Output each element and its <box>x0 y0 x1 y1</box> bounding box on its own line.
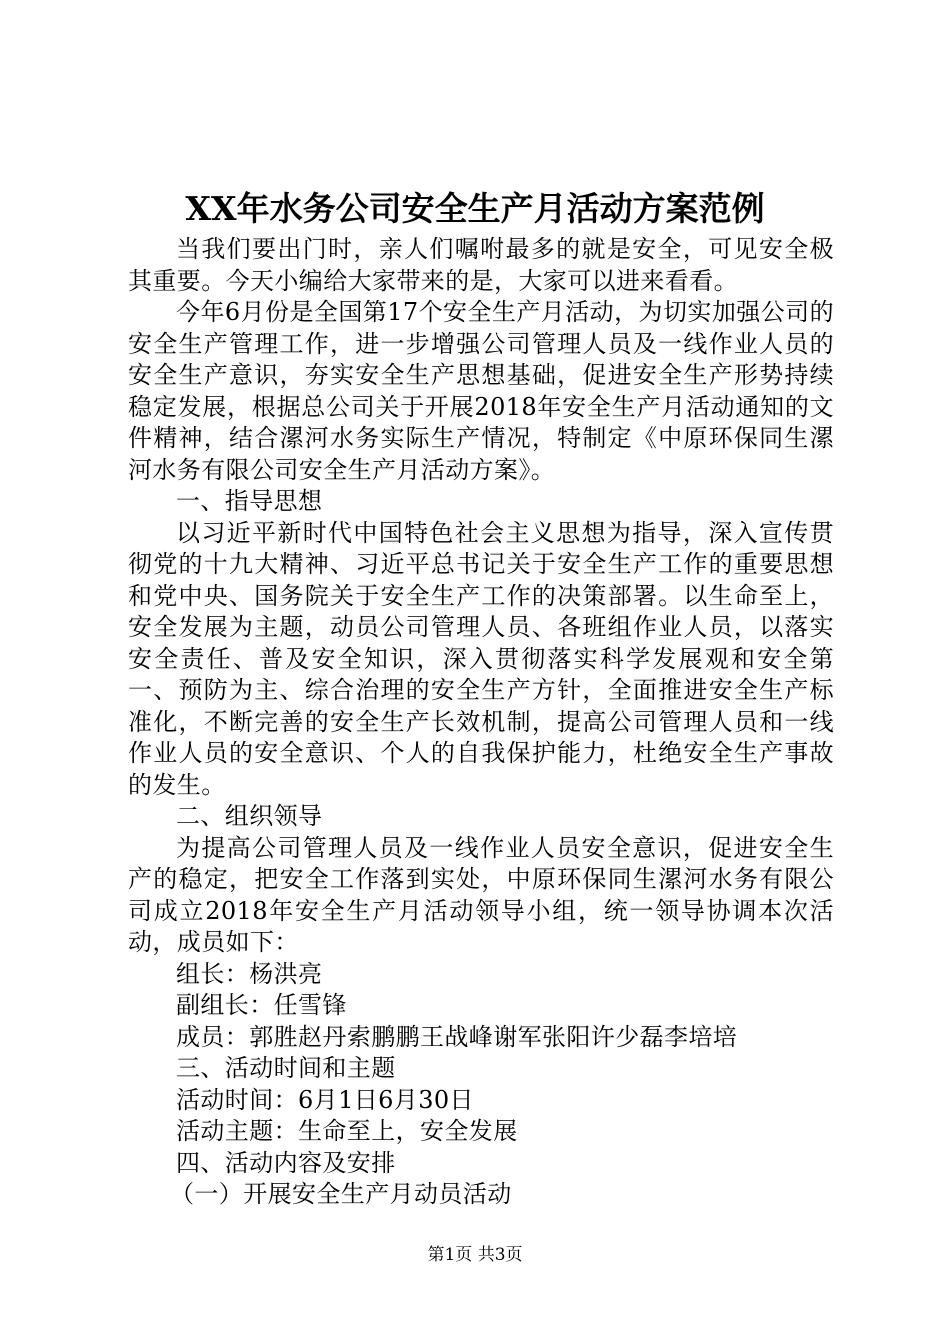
guiding-ideology-paragraph: 以习近平新时代中国特色社会主义思想为指导，深入宣传贯彻党的十九大精神、习近平总书记关于安全生产工作的重要思想和党中央、国务院关于安全生产工作的决策部署。以生命至上，安全发展为主题，动员公司管理人员、各班组作业人员，以落实安全责任、普及安全知识，深入贯彻落实科学发展观和安全第一、预防为主、综合治理的安全生产方针，全面推进安全生产标准化，不断完善的安全生产长效机制，提高公司管理人员和一线作业人员的安全意识、个人的自我保护能力，杜绝安全生产事故的发生。 <box>128 518 834 799</box>
document-body <box>128 234 834 1211</box>
section-heading-time-theme: 三、活动时间和主题 <box>176 1054 396 1082</box>
activity-time-line: 活动时间：6月1日6月30日 <box>176 1085 474 1114</box>
team-leader-line: 组长：杨洪亮 <box>176 959 323 988</box>
background-paragraph: 今年6月份是全国第17个安全生产月活动，为切实加强公司的安全生产管理工作，进一步增强公司管理人员及一线作业人员的安全生产意识，夯实安全生产思想基础，促进安全生产形势持续稳定发展，根据总公司关于开展2018年安全生产月活动通知的文件精神，结合漯河水务实际生产情况，特制定《中原环保同生漯河水务有限公司安全生产月活动方案》。 <box>128 298 834 484</box>
deputy-leader-line: 副组长：任雪锋 <box>176 991 347 1019</box>
members-line: 成员：郭胜赵丹索鹏鹏王战峰谢军张阳许少磊李培培 <box>176 1022 738 1051</box>
activity-theme-line: 活动主题：生命至上，安全发展 <box>176 1117 518 1145</box>
section-heading-guiding-ideology: 一、指导思想 <box>176 487 323 515</box>
section-heading-content: 四、活动内容及安排 <box>176 1148 396 1177</box>
organization-paragraph: 为提高公司管理人员及一线作业人员安全意识，促进安全生产的稳定，把安全工作落到实处，中原环保同生漯河水务有限公司成立2018年安全生产月活动领导小组，统一领导协调本次活动，成员如下： <box>128 833 834 956</box>
section-heading-organization: 二、组织领导 <box>176 802 323 830</box>
page-footer: 第1页 共3页 <box>427 1245 523 1265</box>
document-title: XX年水务公司安全生产月活动方案范例 <box>185 189 765 228</box>
intro-paragraph: 当我们要出门时，亲人们嘱咐最多的就是安全，可见安全极其重要。今天小编给大家带来的是，大家可以进来看看。 <box>128 235 834 295</box>
subsection-heading-mobilization: （一）开展安全生产月动员活动 <box>170 1180 512 1208</box>
